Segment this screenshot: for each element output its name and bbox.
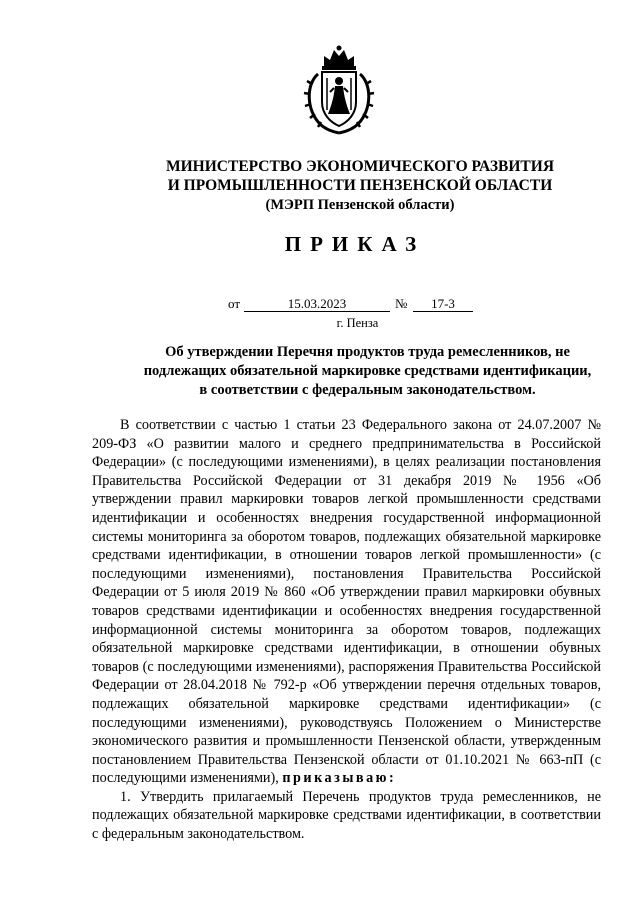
city: г. Пенза bbox=[336, 316, 379, 330]
order-number: 17-3 bbox=[413, 296, 473, 312]
ministry-name-line2: И ПРОМЫШЛЕННОСТИ ПЕНЗЕНСКОЙ ОБЛАСТИ bbox=[167, 177, 553, 194]
preamble-paragraph bbox=[92, 416, 601, 788]
number-label: № bbox=[395, 296, 408, 311]
clause-1-paragraph: 1. Утвердить прилагаемый Перечень продуктов труда ремесленников, не подлежащих обязательной маркировке средствами идентификации, в соответствии с федеральным законодательством. bbox=[92, 788, 601, 843]
ministry-name-line1: МИНИСТЕРСТВО ЭКОНОМИЧЕСКОГО РАЗВИТИЯ bbox=[165, 158, 555, 175]
order-date: 15.03.2023 bbox=[244, 296, 390, 312]
document-type-heading: ПРИКАЗ bbox=[284, 232, 426, 256]
date-number-row bbox=[228, 296, 488, 314]
coat-of-arms-icon bbox=[302, 44, 376, 136]
order-title-line3: в соответствии с федеральным законодательством. bbox=[199, 382, 536, 398]
order-title-line1: Об утверждении Перечня продуктов труда ремесленников, не bbox=[165, 344, 570, 360]
date-label: от bbox=[228, 296, 241, 311]
orders-word: приказываю: bbox=[282, 770, 397, 787]
order-body bbox=[92, 416, 601, 844]
preamble-text: В соответствии с частью 1 статьи 23 Федерального закона от 24.07.2007 № 209-ФЗ «О развитии малого и среднего предпринимательства в Российской Федерации» (с последующими изменениями), в целях реализации постановления Правительства Российской Федерации от 31 декабря 2019 № 1956 «Об утверждении правил маркировки товаров легкой промышленности средствами идентификации и особенностях внедрения государственной информационной системы мониторинга за оборотом товаров, подлежащих обязательной маркировке средствами идентификации, в отношении товаров легкой промышленности» (с последующими изменениями), постановления Правительства Российской Федерации от 5 июля 2019 № 860 «Об утверждении правил маркировки обувных товаров средствами идентификации и особенностях внедрения государственной информационной системы мониторинга за оборотом товаров, подлежащих обязательной маркировке средствами идентификации, в отношении обувных товаров (с последующими изменениями), распоряжения Правительства Российской Федерации от 28.04.2018 № 792-р «Об утверждении перечня отдельных товаров, подлежащих обязательной маркировке средствами идентификации» (с последующими изменениями), руководствуясь Положением о Министерстве экономического развития и промышленности Пензенской области, утвержденным постановлением Правительства Пензенской области от 01.10.2021 № 663-пП (с последующими изменениями), bbox=[92, 417, 601, 787]
ministry-abbreviation: (МЭРП Пензенской области) bbox=[265, 197, 455, 213]
order-title-line2: подлежащих обязательной маркировке средствами идентификации, bbox=[143, 363, 592, 379]
